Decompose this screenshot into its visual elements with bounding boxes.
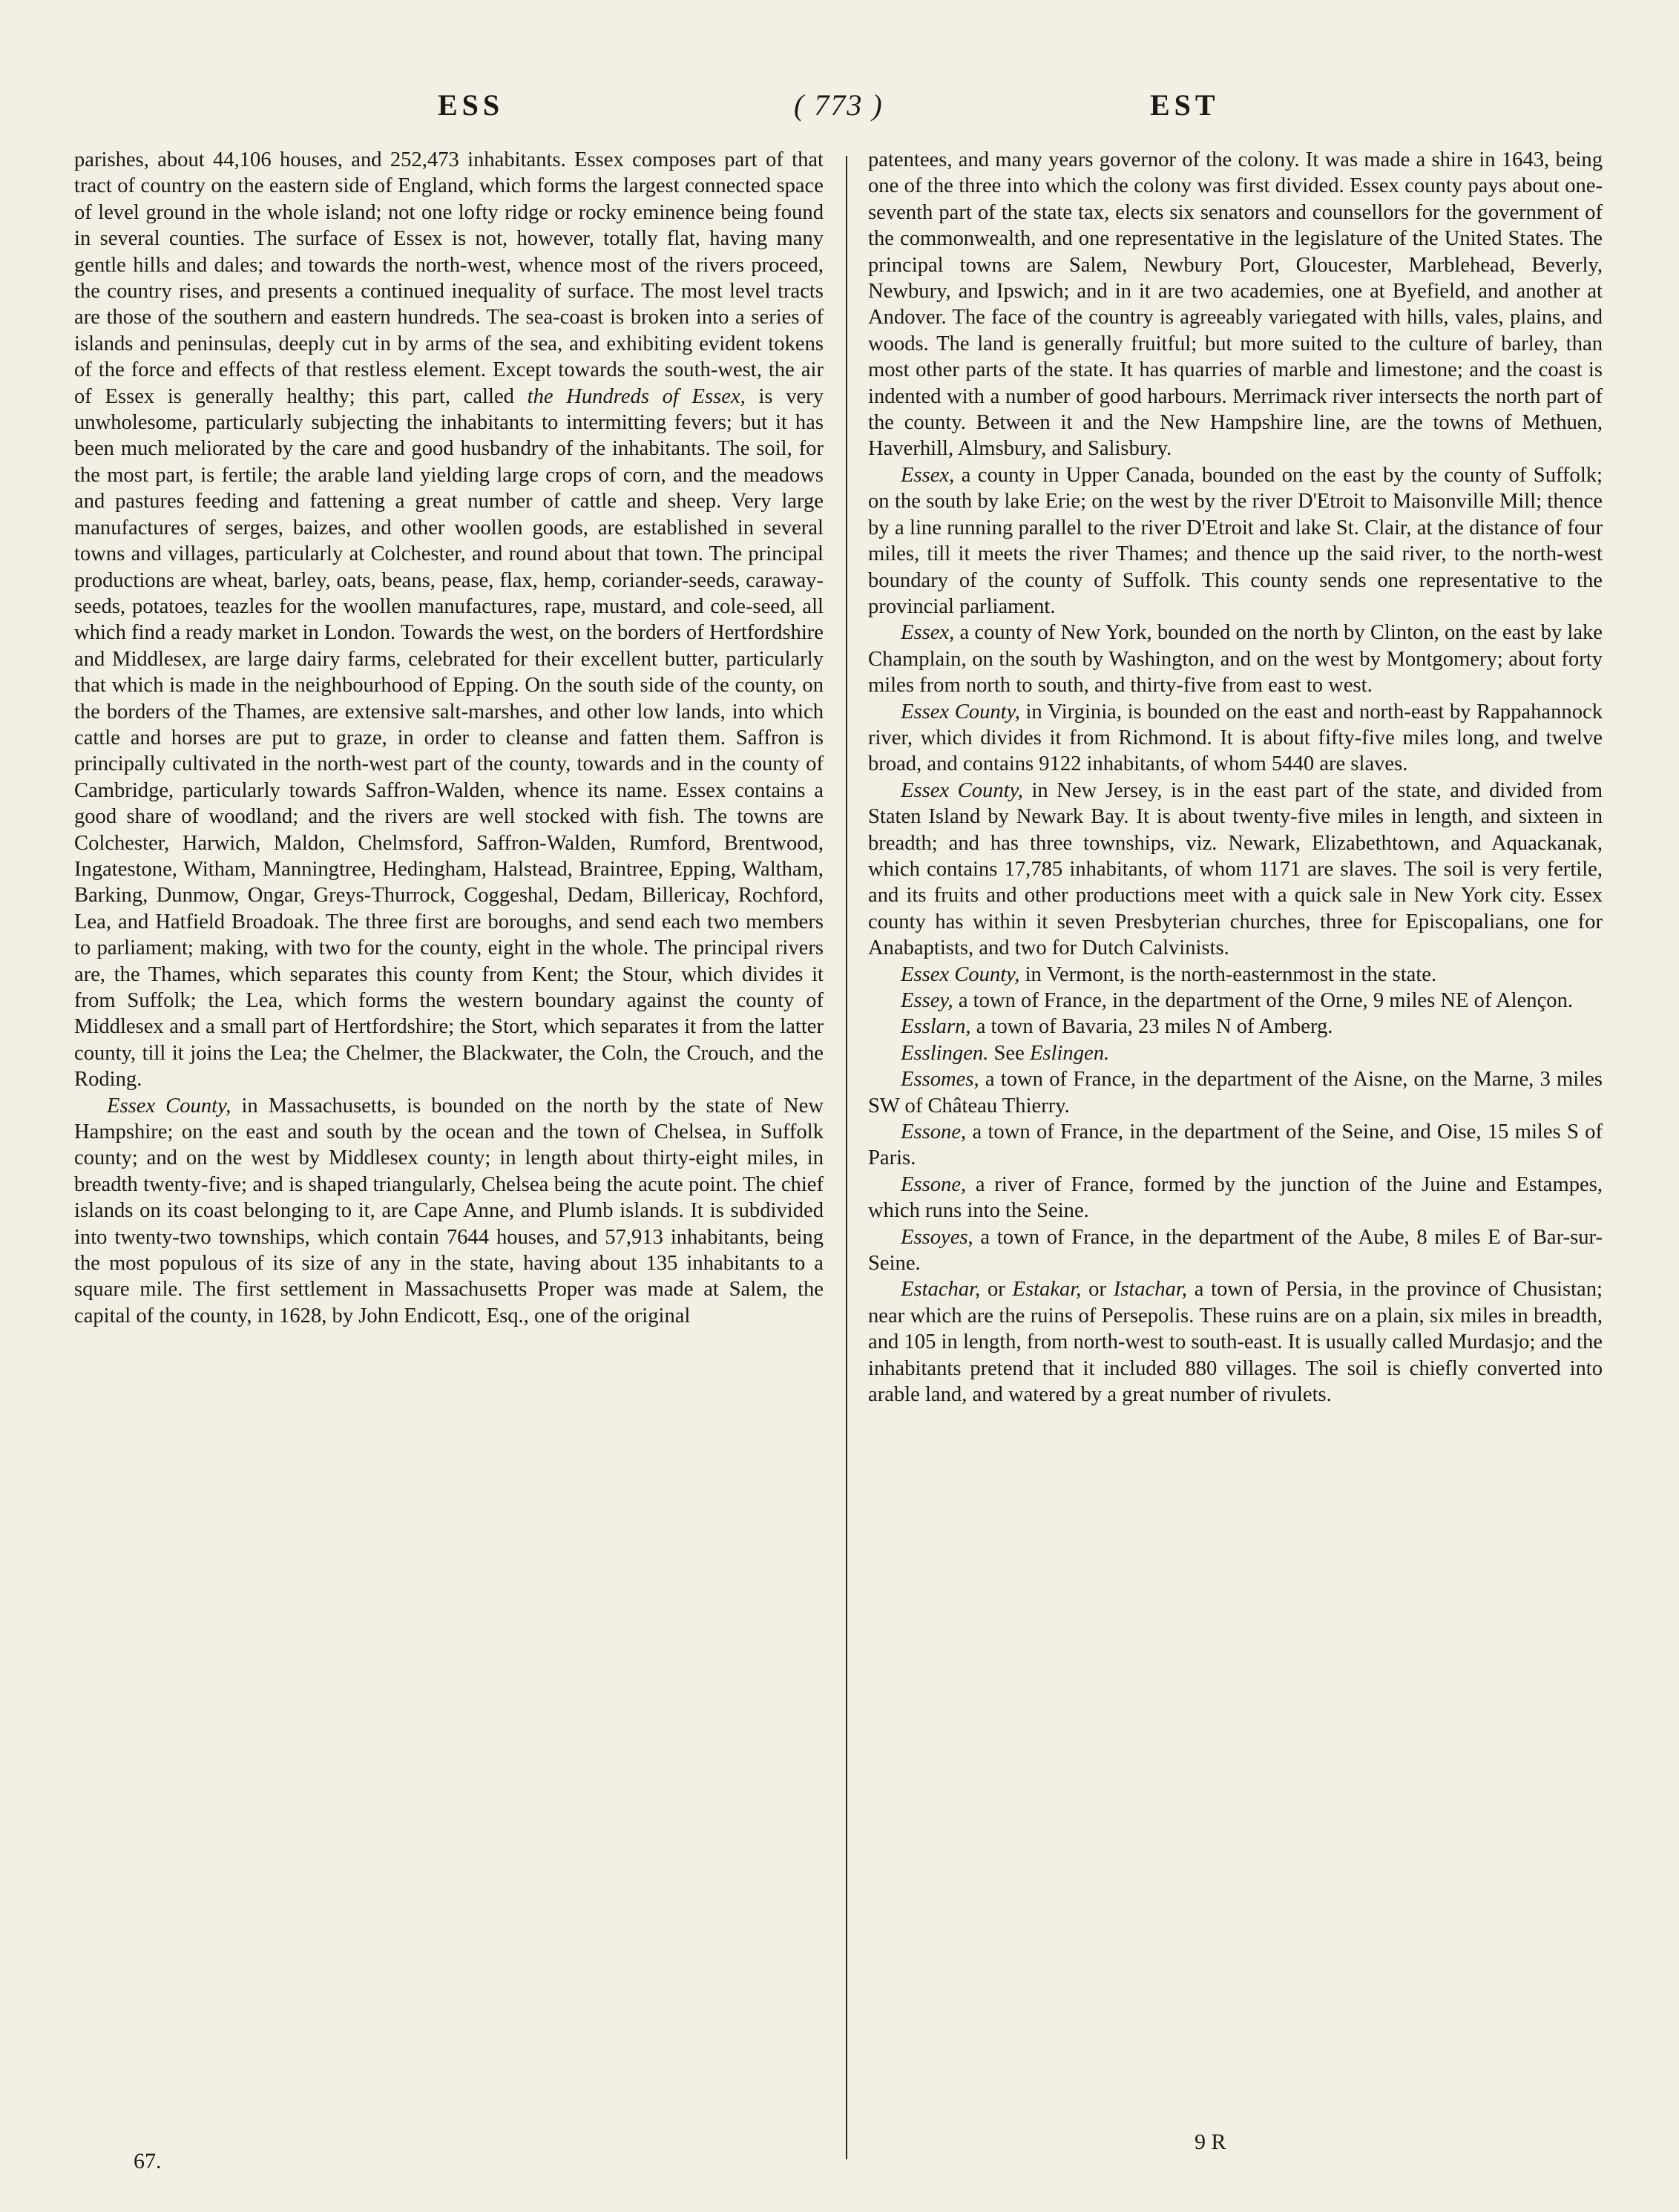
paragraph-continued: patentees, and many years governor of the colony. It was made a shire in 1643, being one of the three into which the colony was first divided. Essex county pays about one-seventh part of the state tax, elects six senators and counsellors for the government of the commonwealth, and one representative in the legislature of the United States. The principal towns are Salem, Newbury Port, Gloucester, Marblehead, Beverly, Newbury, and Ipswich; and in it are two academies, one at Byefield, and another at Andover. The face of the country is agreeably variegated with hills, vales, plains, and woods. The land is generally fruitful; but more suited to the culture of barley, than most other parts of the state. It has quarries of marble and limestone; and the coast is indented with a number of good harbours. Merrimack river intersects the north part of the county. Between it and the New Hampshire line, are the towns of Methuen, Haverhill, Almsbury, and Salisbury.: [868, 148, 1603, 461]
left-column: [74, 147, 824, 1329]
entry-essex-county-vermont: Essex County, in Vermont, is the north-easternmost in the state.: [901, 962, 1437, 986]
entry-essex-county-virginia: Essex County, in Virginia, is bounded on the east and north-east by Rappahannock river, which divides it from Richmond. It is about fifty-five miles long, and twelve broad, and contains 9122 inhabitants, of whom 5440 are slaves.: [868, 700, 1603, 776]
entry-essex-upper-canada: Essex, a county in Upper Canada, bounded on the east by the county of Suffolk; on the south by lake Erie; on the west by the river D'Etroit to Maisonville Mill; thence by a line running parallel to the river D'Etroit and lake St. Clair, at the distance of four miles, till it meets the river Thames; and thence up the said river, to the north-west boundary of the county of Suffolk. This county sends one representative to the provincial parliament.: [868, 463, 1603, 618]
entry-essex-new-york: Essex, a county of New York, bounded on the north by Clinton, on the east by lake Champlain, on the south by Washington, and on the west by Montgomery; about forty miles from north to south, and thirty-five from east to west.: [868, 621, 1603, 698]
entry-esslingen: Esslingen. See Eslingen.: [901, 1041, 1110, 1065]
column-divider: [846, 156, 847, 2159]
entry-estachar: Estachar, or Estakar, or Istachar, a town of Persia, in the province of Chusistan; near which are the ruins of Persepolis. These ruins are on a plain, six miles in breadth, and 105 in length, from north-west to south-east. It is usually called Murdasjo; and the inhabitants pretend that it included 880 villages. The soil is chiefly converted into arable land, and watered by a great number of rivulets.: [868, 1278, 1603, 1407]
entry-essone-river: Essone, a river of France, formed by the junction of the Juine and Estampes, which runs into the Seine.: [868, 1172, 1603, 1223]
entry-esslarn: Esslarn, a town of Bavaria, 23 miles N of Amberg.: [901, 1015, 1333, 1039]
entry-essex-county-massachusetts: Essex County, in Massachusetts, is bounded on the north by the state of New Hampshire; on the east and south by the ocean and the town of Chelsea, in Suffolk county; and on the west by Middlesex county; in length about thirty-eight miles, in breadth twenty-five; and is shaped triangularly, Chelsea being the acute point. The chief islands on its coast belonging to it, are Cape Anne, and Plumb islands. It is subdivided into twenty-two townships, which contain 7644 houses, and 57,913 inhabitants, being the most populous of its size of any in the state, having about 135 inhabitants to a square mile. The first settlement in Massachusetts Proper was made at Salem, the capital of the county, in 1628, by John Endicott, Esq., one of the original: [74, 1094, 824, 1327]
entry-essey: Essey, a town of France, in the department of the Orne, 9 miles NE of Alençon.: [901, 989, 1574, 1012]
right-column: [868, 147, 1603, 1408]
entry-essone-town: Essone, a town of France, in the department of the Seine, and Oise, 15 miles S of Paris.: [868, 1120, 1603, 1170]
page-number: ( 773 ): [794, 88, 884, 122]
entry-essoyes: Essoyes, a town of France, in the department of the Aube, 8 miles E of Bar-sur-Seine.: [868, 1225, 1603, 1276]
entry-essex-county-new-jersey: Essex County, in New Jersey, is in the east part of the state, and divided from Staten Island by Newark Bay. It is about twenty-five miles in length, and sixteen in breadth; and has three townships, viz. Newark, Elizabethtown, and Aquackanak, which contains 17,785 inhabitants, of whom 1171 are slaves. The soil is very fertile, and its fruits and other productions meet with a quick sale in New York city. Essex county has within it seven Presbyterian churches, three for Episcopalians, one for Anabaptists, and two for Dutch Calvinists.: [868, 778, 1603, 960]
signature-mark-right: 9 R: [1195, 2130, 1226, 2154]
signature-mark-left: 67.: [134, 2149, 162, 2173]
header-right-guide: EST: [1150, 88, 1220, 122]
paragraph-essex-england: parishes, about 44,106 houses, and 252,473 inhabitants. Essex composes part of that tract of country on the eastern side of England, which forms the largest connected space of level ground in the whole island; not one lofty ridge or rocky eminence being found in several counties. The surface of Essex is not, however, totally flat, having many gentle hills and dales; and towards the north-west, whence most of the rivers proceed, the country rises, and presents a continued inequality of surface. The most level tracts are those of the southern and eastern hundreds. The sea-coast is broken into a series of islands and peninsulas, deeply cut in by arms of the sea, and exhibiting evident tokens of the force and effects of that restless element. Except towards the south-west, the air of Essex is generally healthy; this part, called the Hundreds of Essex, is very unwholesome, particularly subjecting the inhabitants to intermitting fevers; but it has been much meliorated by the care and good husbandry of the inhabitants. The soil, for the most part, is fertile; the arable land yielding large crops of corn, and the meadows and pastures feeding and fattening a great number of cattle and sheep. Very large manufactures of serges, baizes, and other woollen goods, are established in several towns and villages, particularly at Colchester, and round about that town. The principal productions are wheat, barley, oats, beans, pease, flax, hemp, coriander-seeds, caraway-seeds, potatoes, teazles for the woollen manufactures, rape, mustard, and cole-seed, all which find a ready market in London. Towards the west, on the borders of Hertfordshire and Middlesex, are large dairy farms, celebrated for their excellent butter, particularly that which is made in the neighbourhood of Epping. On the south side of the county, on the borders of the Thames, are extensive salt-marshes, and other low lands, into which cattle and horses are put to graze, in order to cleanse and fatten them. Saffron is principally cultivated in the north-west part of the county, towards and in the county of Cambridge, particularly towards Saffron-Walden, whence its name. Essex contains a good share of woodland; and the rivers are well stocked with fish. The towns are Colchester, Harwich, Maldon, Chelmsford, Saffron-Walden, Rumford, Brentwood, Ingatestone, Witham, Manningtree, Hedingham, Halstead, Braintree, Epping, Waltham, Barking, Dunmow, Ongar, Greys-Thurrock, Coggeshal, Dedam, Billericay, Rochford, Lea, and Hatfield Broadoak. The three first are boroughs, and send each two members to parliament; making, with two for the county, eight in the whole. The principal rivers are, the Thames, which separates this county from Kent; the Stour, which divides it from Suffolk; the Lea, which forms the western boundary against the county of Middlesex and a small part of Hertfordshire; the Stort, which separates it from the latter county, till it joins the Lea; the Chelmer, the Blackwater, the Coln, the Crouch, and the Roding.: [74, 148, 824, 1092]
header-left-guide: ESS: [438, 88, 505, 122]
entry-headword: Essex County,: [107, 1094, 231, 1118]
entry-essomes: Essomes, a town of France, in the department of the Aisne, on the Marne, 3 miles SW of Château Thierry.: [868, 1068, 1603, 1118]
running-header: [111, 88, 1588, 132]
